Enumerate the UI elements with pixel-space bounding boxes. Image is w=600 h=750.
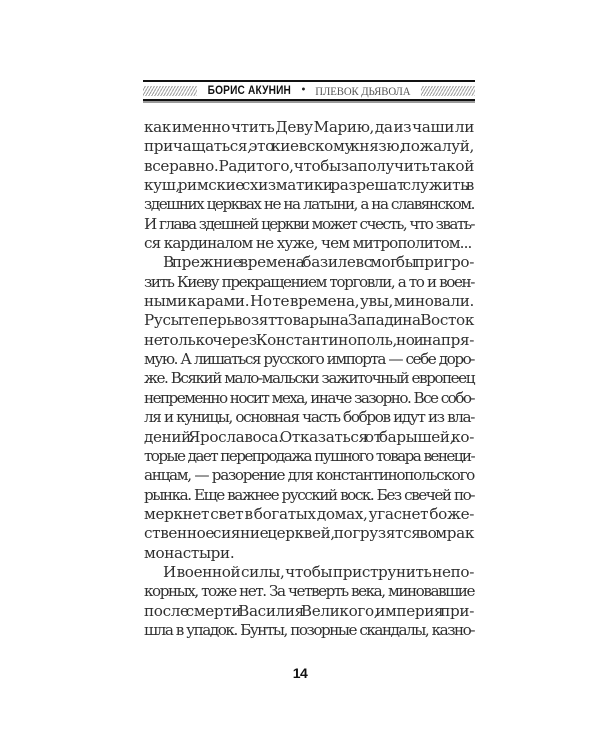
text-line: не только через Константинополь, но и напря- — [144, 330, 474, 349]
text-line: И глава здешней церкви может счесть, что звать- — [144, 214, 474, 233]
text-line: меркнет свет в богатых домах, угаснет боже- — [144, 504, 474, 523]
text-line: ся кардиналом не хуже, чем митрополитом... — [144, 234, 472, 253]
text-line: торые дает перепродажа пушного товара венеци- — [144, 446, 474, 465]
text-line: мую. А лишаться русского импорта — себе доро- — [144, 350, 474, 369]
hatch-ornament-right — [421, 86, 475, 96]
text-line: дений Ярославоса. Отказаться от барышей, ко- — [144, 427, 474, 446]
text-line: В прежние времена базилевс мог бы пригро- — [163, 253, 474, 272]
text-line: же. Всякий мало-мальски зажиточный европеец — [144, 369, 474, 388]
text-line: рынка. Еще важнее русский воск. Без свечей по- — [144, 485, 474, 504]
header-bottom-rule — [143, 99, 475, 101]
text-line: зить Киеву прекращением торговли, а то и воен- — [144, 272, 474, 291]
text-line: корных, тоже нет. За четверть века, миновавшие — [144, 582, 474, 601]
text-line: непременно носит меха, иначе зазорно. Все собо- — [144, 388, 474, 407]
header-top-rule — [143, 80, 475, 82]
text-line: куш, римские схизматики разрешат служить в — [144, 176, 474, 195]
text-line: после смерти Василия Великого, империя при- — [144, 601, 474, 620]
header-band — [143, 84, 475, 98]
text-line: ля и куницы, основная часть бобров идут из вла- — [144, 408, 474, 427]
text-line: как именно чтить Деву Марию, да из чаши ли — [144, 118, 474, 136]
running-header — [143, 80, 475, 102]
text-line: ными карами. Но те времена, увы, миновали. — [144, 292, 474, 311]
author-name: БОРИС АКУНИН — [207, 85, 291, 97]
paragraph — [144, 118, 474, 253]
text-line: Русы теперь возят товары на Запад и на Восток — [144, 311, 474, 330]
bullet-separator: • — [300, 85, 307, 96]
text-line: анцам, — разорение для константинопольского — [144, 466, 474, 485]
text-line: здешних церквах не на латыни, а на славянском. — [144, 195, 474, 214]
text-line: причащаться, это киевскому князю, пожалуй, — [144, 137, 474, 156]
paragraph — [144, 253, 474, 563]
page-number: 14 — [292, 665, 308, 681]
header-text — [197, 84, 421, 98]
text-line: ственное сияние церквей, погрузятся во мрак — [144, 524, 474, 543]
book-title: ПЛЕВОК ДЬЯВОЛА — [315, 84, 411, 98]
paragraph — [144, 563, 474, 640]
text-line: шла в упадок. Бунты, позорные скандалы, казно- — [144, 620, 474, 639]
hatch-ornament-left — [143, 86, 197, 96]
body-text — [144, 118, 474, 640]
text-line: все равно. Ради того, чтобы заполучить такой — [144, 156, 474, 175]
text-line: И военной силы, чтобы приструнить непо- — [163, 562, 474, 581]
text-line: монастыри. — [144, 543, 235, 562]
